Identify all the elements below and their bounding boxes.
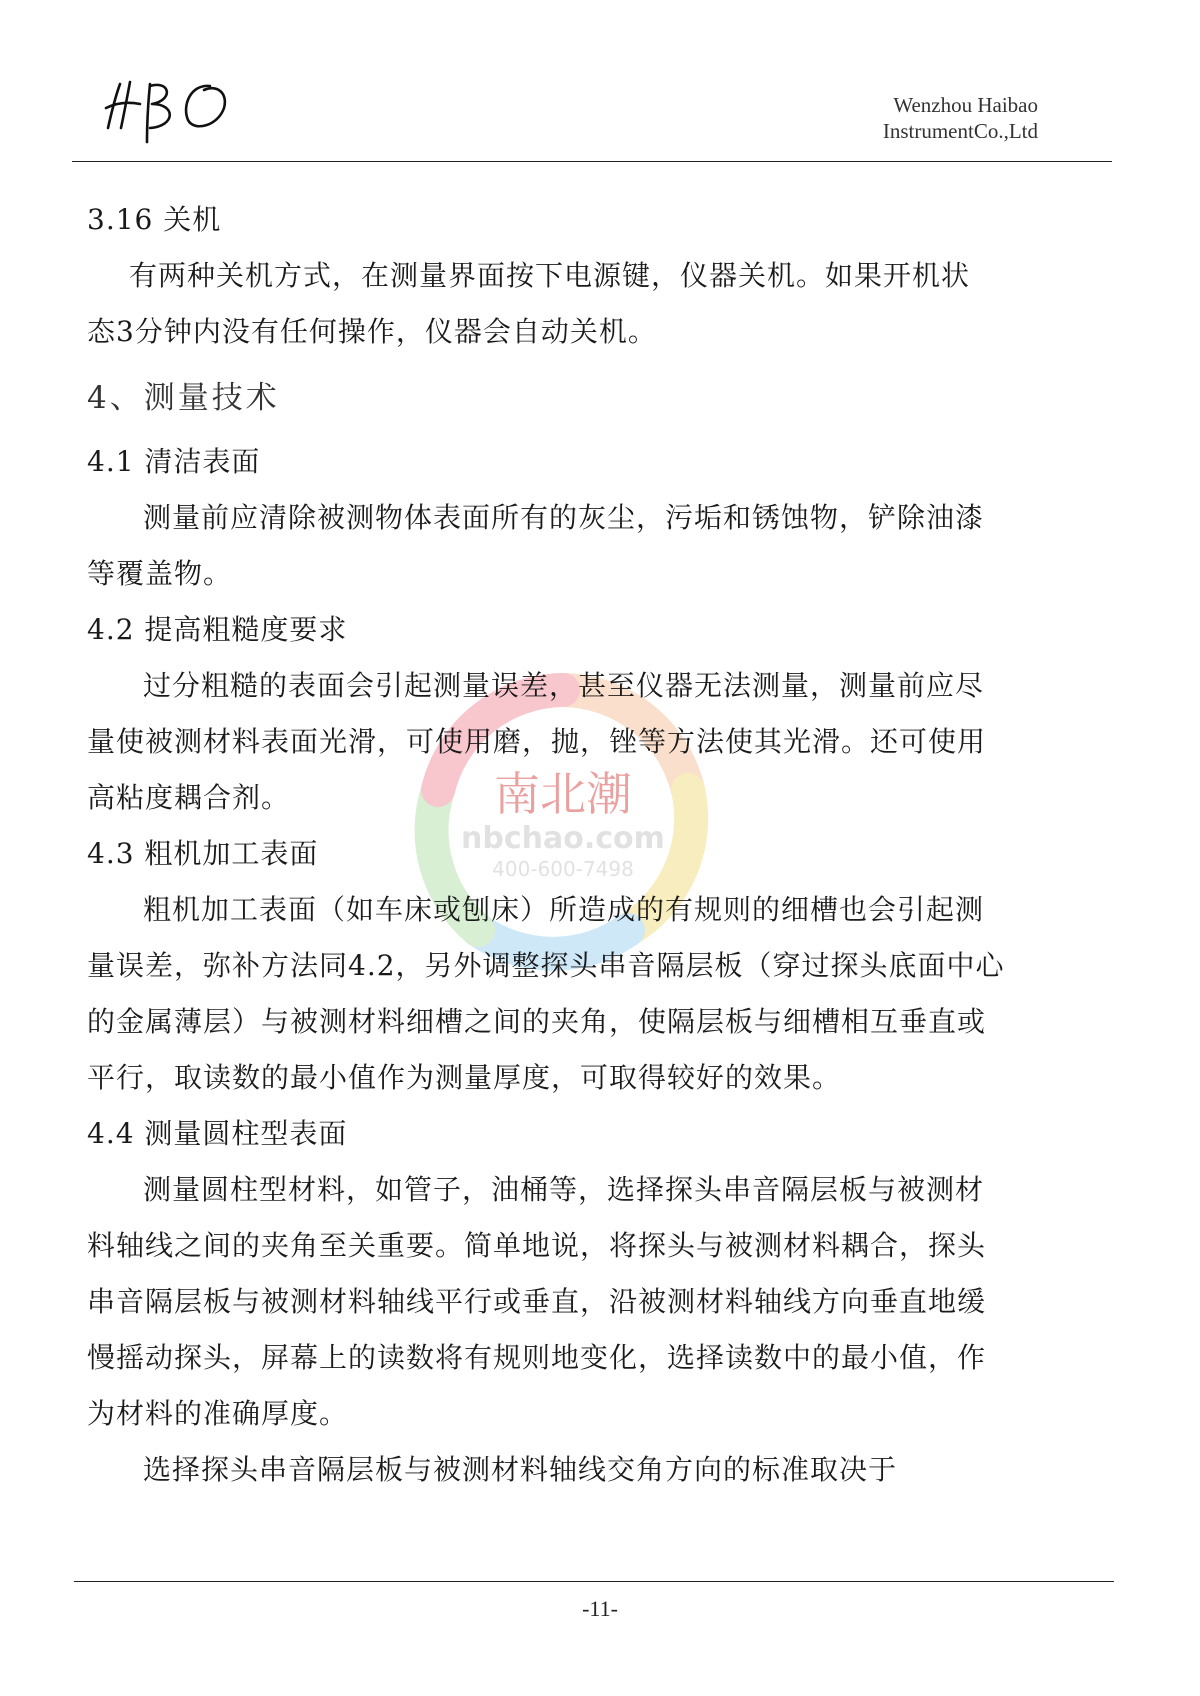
paragraph-line: 平行，取读数的最小值作为测量厚度，可取得较好的效果。 [87, 1061, 842, 1094]
section-4-2-heading: 4.2 提高粗糙度要求 [87, 613, 348, 646]
paragraph-line: 有两种关机方式，在测量界面按下电源键，仪器关机。如果开机状 [129, 259, 971, 292]
watermark-line-1: 南北潮 [494, 767, 632, 821]
paragraph-line: 高粘度耦合剂。 [87, 781, 291, 814]
paragraph-line: 串音隔层板与被测材料轴线平行或垂直，沿被测材料轴线方向垂直地缓 [87, 1285, 987, 1318]
watermark-line-3: 400-600-7498 [492, 857, 634, 881]
section-4-1-heading: 4.1 清洁表面 [87, 445, 261, 478]
company-name [883, 92, 1038, 144]
section-4-heading: 4、测量技术 [87, 380, 280, 416]
paragraph-line: 粗机加工表面（如车床或刨床）所造成的有规则的细槽也会引起测 [143, 893, 985, 926]
paragraph-line: 慢摇动探头，屏幕上的读数将有规则地变化，选择读数中的最小值，作 [87, 1341, 987, 1374]
paragraph-line: 的金属薄层）与被测材料细槽之间的夹角，使隔层板与细槽相互垂直或 [87, 1005, 987, 1038]
section-4-3-heading: 4.3 粗机加工表面 [87, 837, 319, 870]
document-body [87, 192, 1087, 1498]
paragraph-line: 态3分钟内没有任何操作，仪器会自动关机。 [87, 315, 657, 348]
header-divider [72, 161, 1112, 162]
paragraph-line: 选择探头串音隔层板与被测材料轴线交角方向的标准取决于 [143, 1453, 898, 1486]
company-line-1: Wenzhou Haibao [893, 93, 1038, 117]
footer-divider [74, 1581, 1114, 1582]
paragraph-line: 量误差，弥补方法同4.2，另外调整探头串音隔层板（穿过探头底面中心 [87, 949, 1005, 982]
paragraph-line: 过分粗糙的表面会引起测量误差，甚至仪器无法测量，测量前应尽 [143, 669, 985, 702]
company-line-2: InstrumentCo.,Ltd [882, 119, 1038, 143]
paragraph-line: 为材料的准确厚度。 [87, 1397, 349, 1430]
section-4-4-heading: 4.4 测量圆柱型表面 [87, 1117, 348, 1150]
hbo-logo [100, 70, 240, 150]
paragraph-line: 测量圆柱型材料，如管子，油桶等，选择探头串音隔层板与被测材 [143, 1173, 985, 1206]
section-3-16-heading: 3.16 关机 [87, 203, 222, 236]
page-number: -11- [582, 1596, 618, 1621]
paragraph-line: 测量前应清除被测物体表面所有的灰尘，污垢和锈蚀物，铲除油漆 [143, 501, 985, 534]
paragraph-line: 等覆盖物。 [87, 557, 233, 590]
paragraph-line: 料轴线之间的夹角至关重要。简单地说，将探头与被测材料耦合，探头 [87, 1229, 987, 1262]
paragraph-line: 量使被测材料表面光滑，可使用磨，抛，锉等方法使其光滑。还可使用 [87, 725, 987, 758]
watermark-line-2: nbchao.com [461, 821, 665, 856]
